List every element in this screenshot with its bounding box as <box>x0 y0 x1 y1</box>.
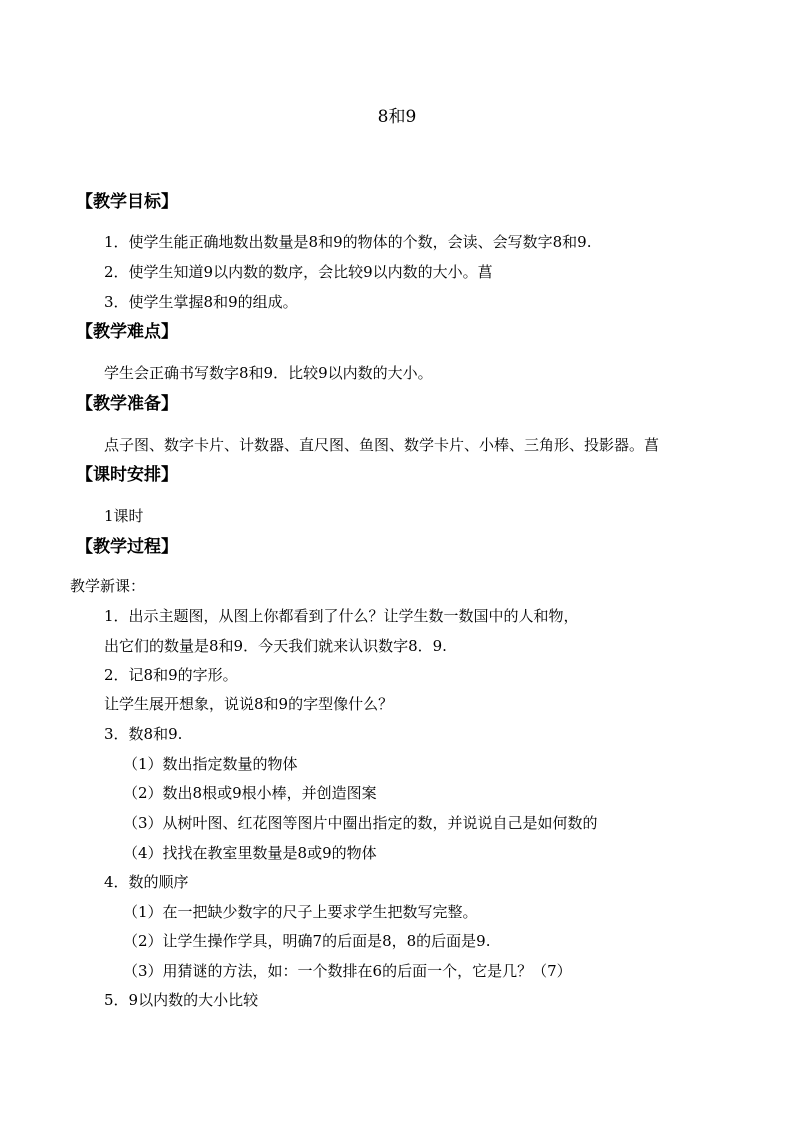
process-line: （1）数出指定数量的物体 <box>123 755 298 773</box>
process-line: 让学生展开想象，说说8和9的字型像什么？ <box>104 695 394 713</box>
process-line: 1．出示主题图，从图上你都看到了什么？让学生数一数国中的人和物， <box>104 607 579 625</box>
section-heading-goals: 【教学目标】 <box>76 192 178 212</box>
document-title: 8和9 <box>377 107 417 127</box>
process-line: （4）找找在教室里数量是8或9的物体 <box>123 844 377 862</box>
process-line: 2．记8和9的字形。 <box>104 666 238 684</box>
goal-item-3: 3．使学生掌握8和9的组成。 <box>104 293 298 311</box>
section-heading-schedule: 【课时安排】 <box>76 465 178 485</box>
schedule-text: 1课时 <box>104 507 144 525</box>
process-line: （2）让学生操作学具，明确7的后面是8，8的后面是9. <box>123 932 491 950</box>
goal-item-2: 2．使学生知道9以内数的数序，会比较9以内数的大小。菖 <box>104 263 493 281</box>
section-heading-preparation: 【教学准备】 <box>76 394 178 414</box>
process-line: 4．数的顺序 <box>104 873 189 891</box>
process-line: （2）数出8根或9根小棒，并创造图案 <box>123 784 377 802</box>
process-line: （3）从树叶图、红花图等图片中圈出指定的数，并说说自己是如何数的 <box>123 814 598 832</box>
section-heading-process: 【教学过程】 <box>76 537 178 557</box>
process-line: 3．数8和9. <box>104 725 183 743</box>
process-line: （1）在一把缺少数字的尺子上要求学生把数写完整。 <box>123 903 478 921</box>
section-heading-difficulty: 【教学难点】 <box>76 322 178 342</box>
process-intro: 教学新课： <box>70 577 146 595</box>
process-line: （3）用猜谜的方法，如：一个数排在6的后面一个，它是几？（7） <box>123 962 572 980</box>
difficulty-text: 学生会正确书写数字8和9．比较9以内数的大小。 <box>104 364 433 382</box>
preparation-text: 点子图、数字卡片、计数器、直尺图、鱼图、数学卡片、小棒、三角形、投影器。菖 <box>104 436 660 454</box>
goal-item-1: 1．使学生能正确地数出数量是8和9的物体的个数，会读、会写数字8和9. <box>104 233 592 251</box>
process-line: 5．9以内数的大小比较 <box>104 991 259 1009</box>
process-line: 出它们的数量是8和9．今天我们就来认识数字8．9. <box>104 637 447 655</box>
